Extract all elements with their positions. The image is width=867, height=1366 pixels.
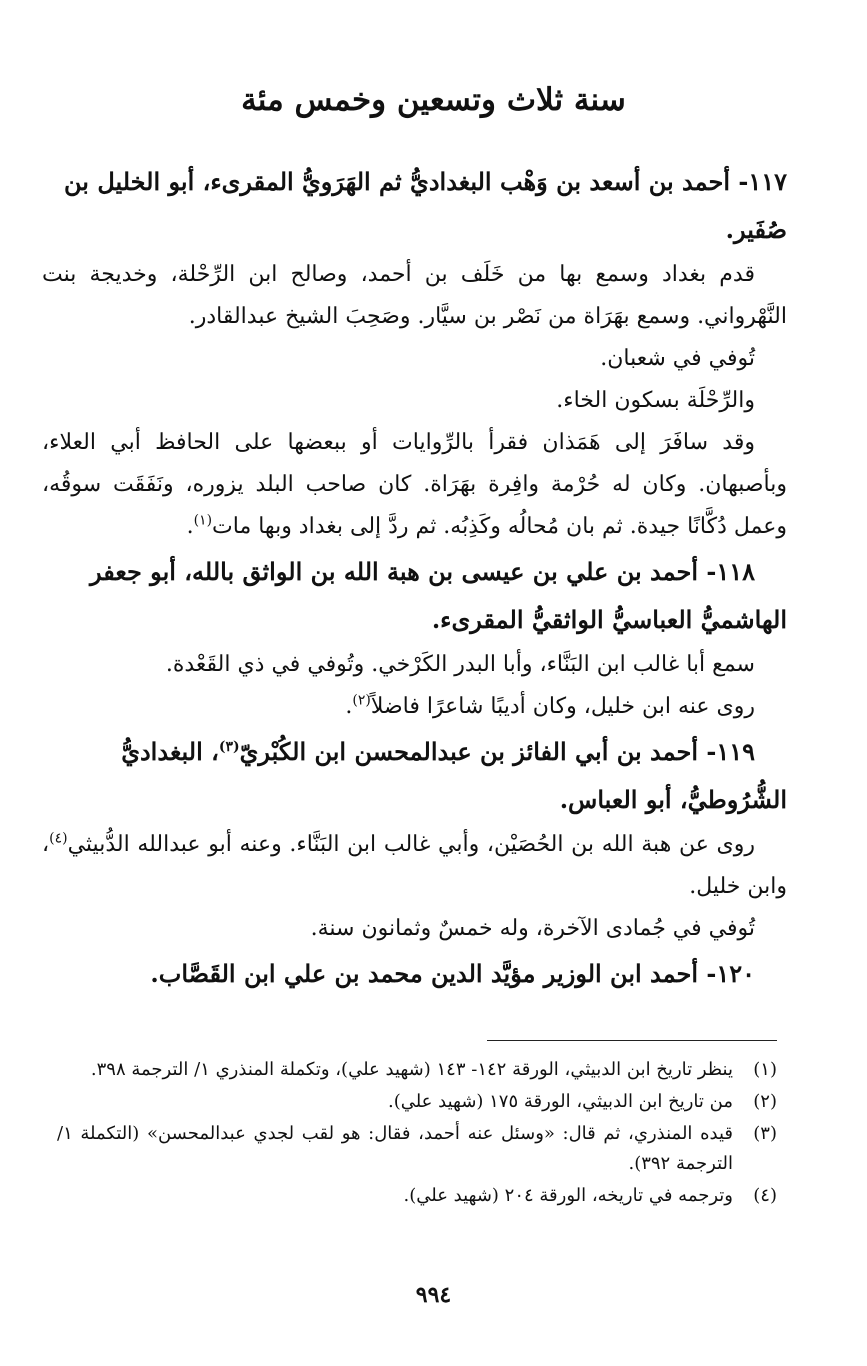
entry-117-paragraph-4-text: وقد سافَرَ إلى هَمَذان فقرأ بالرِّوايات أو ببعضها على الحافظ أبي العلاء، وبأصبهان. وكان له حُرْمة وافِرة بهَرَاة. كان صاحب البلد يزوره، ونَفَقَت سوقُه، وعمل دُكَّانًا جيدة. ثم بان مُحالُه وكَذِبُه. ثم ردَّ إلى بغداد وبها مات [42, 430, 787, 539]
footnote-text: قيده المنذري، ثم قال: «وسئل عنه أحمد، فقال: هو لقب لجدي عبدالمحسن» (التكملة ١/ الترجمة ٣٩٢). [57, 1123, 733, 1174]
footnote-ref-1[interactable]: (١) [193, 512, 213, 529]
entry-117-paragraph-2: تُوفي في شعبان. [600, 346, 755, 371]
entry-118-paragraph-2-text: روى عنه ابن خليل، وكان أديبًا شاعرًا فاضلاً [370, 694, 755, 719]
entry-119-heading-a: ١١٩- أحمد بن أبي الفائز بن عبدالمحسن ابن الكُبْريّ [239, 737, 755, 766]
footnote-2 [57, 1087, 777, 1117]
footnote-number: (١) [753, 1059, 777, 1080]
footnote-text: وترجمه في تاريخه، الورقة ٢٠٤ (شهيد علي). [403, 1185, 733, 1206]
footnotes [57, 1055, 777, 1213]
footnote-divider [487, 1040, 777, 1041]
entry-118-paragraph-1: سمع أبا غالب ابن البَنَّاء، وأبا البدر الكَرْخي. وتُوفي في ذي القَعْدة. [165, 652, 755, 677]
footnote-ref-4[interactable]: (٤) [49, 830, 68, 847]
entry-119-heading-b: ، البغداديُّ الشُّرُوطيُّ، أبو العباس. [121, 737, 787, 814]
footnote-number: (٢) [753, 1091, 777, 1112]
footnote-4 [57, 1181, 777, 1211]
footnote-3 [57, 1119, 777, 1179]
entry-119-paragraph-1-b: ، وابن خليل. [42, 832, 787, 899]
entry-118-heading: ١١٨- أحمد بن علي بن عيسى بن هبة الله بن الواثق بالله، أبو جعفر الهاشميُّ العباسيُّ الواثقيُّ المقرىء. [90, 557, 787, 634]
entry-120-heading: ١٢٠- أحمد ابن الوزير مؤيَّد الدين محمد بن علي ابن القَصَّاب. [150, 959, 755, 988]
entry-117-heading: ١١٧- أحمد بن أسعد بن وَهْب البغداديُّ ثم الهَرَويُّ المقرىء، أبو الخليل بن صُفَير. [64, 167, 787, 244]
footnote-text: من تاريخ ابن الدبيثي، الورقة ١٧٥ (شهيد علي). [387, 1091, 733, 1112]
page-number: ٩٩٤ [415, 1282, 452, 1308]
footnote-ref-2[interactable]: (٢) [352, 692, 371, 709]
footnote-text: ينظر تاريخ ابن الدبيثي، الورقة ١٤٢- ١٤٣ (شهيد علي)، وتكملة المنذري ١/ الترجمة ٣٩٨. [90, 1059, 733, 1080]
entry-119-paragraph-1-a: روى عن هبة الله بن الحُصَيْن، وأبي غالب ابن البَنَّاء. وعنه أبو عبدالله الدُّبيثي [67, 832, 755, 857]
footnote-number: (٤) [753, 1185, 777, 1206]
entry-117-paragraph-3: والرِّحْلَة بسكون الخاء. [556, 388, 755, 413]
entry-117-paragraph-1: قدم بغداد وسمع بها من خَلَف بن أحمد، وصالح ابن الرِّحْلة، وخديجة بنت النَّهْرواني. وسمع بهَرَاة من نَصْر بن سيَّار. وصَحِبَ الشيخ عبدالقادر. [42, 262, 787, 329]
footnote-number: (٣) [753, 1123, 777, 1144]
footnote-ref-3[interactable]: (٣) [218, 739, 240, 755]
entry-119-paragraph-2: تُوفي في جُمادى الآخرة، وله خمسٌ وثمانون سنة. [310, 916, 755, 941]
entry-118-paragraph-2: روى عنه ابن خليل، وكان أديبًا شاعرًا فاضلاً$^{(٢)}$. [345, 692, 755, 719]
page-title: سنة ثلاث وتسعين وخمس مئة [241, 82, 626, 118]
main-text [42, 158, 787, 998]
entry-117-paragraph-4: وقد سافَرَ إلى هَمَذان فقرأ بالرِّوايات أو ببعضها على الحافظ أبي العلاء، وبأصبهان. وكان له حُرْمة وافِرة بهَرَاة. كان صاحب البلد يزوره، ونَفَقَت سوقُه، وعمل دُكَّانًا جيدة. ثم بان مُحالُه وكَذِبُه. ثم ردَّ إلى بغداد وبها مات$^{(١)}$. [42, 430, 787, 539]
entry-119-heading [42, 728, 787, 824]
entry-119-paragraph-1 [42, 824, 787, 908]
footnote-1 [57, 1055, 777, 1085]
